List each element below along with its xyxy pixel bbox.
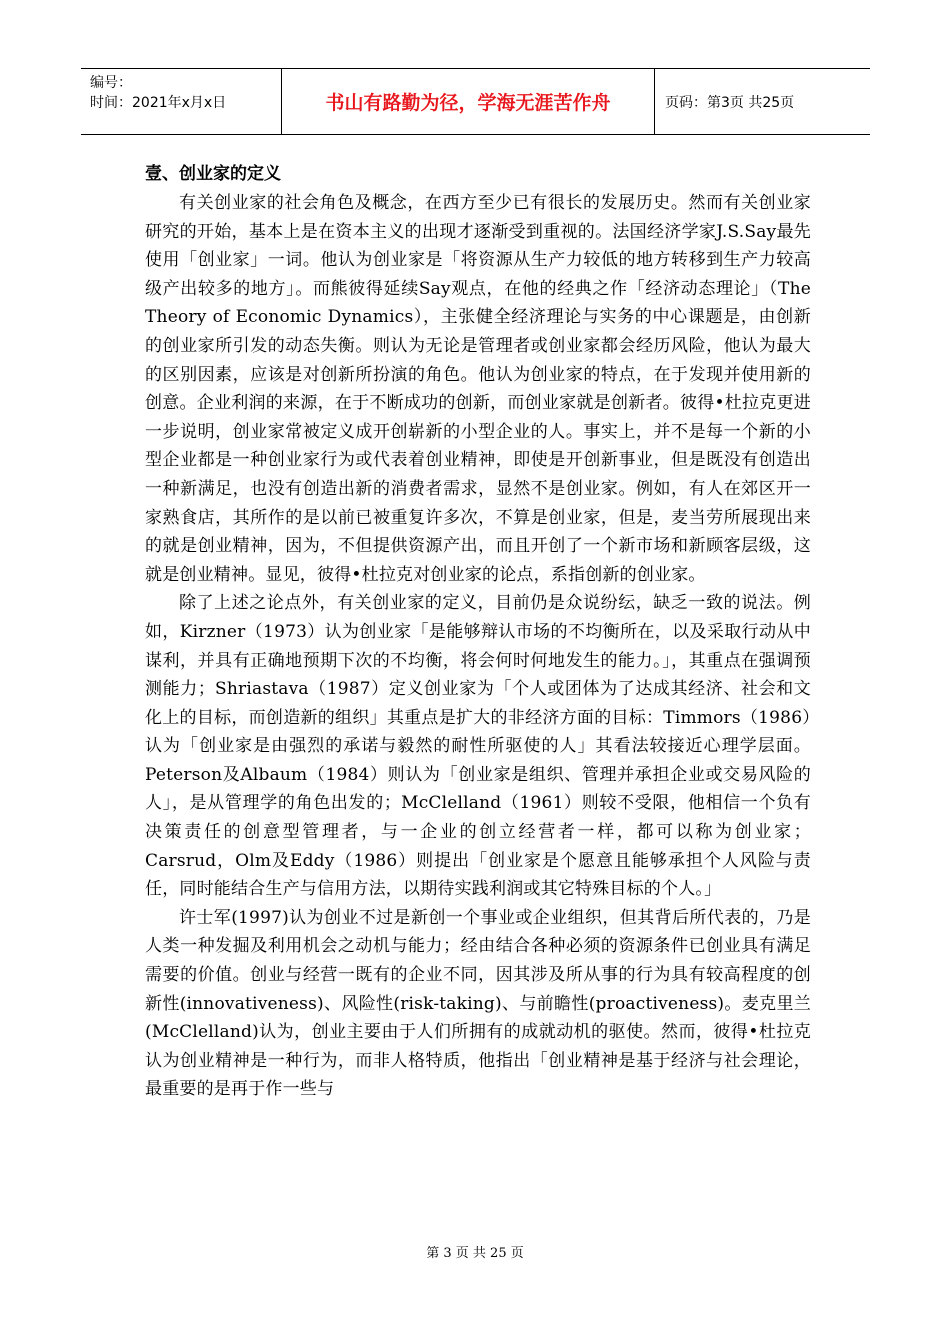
date-label: 时间：2021年x月x日 [90, 95, 227, 111]
header-page-info: 页码：第3页 共25页 [665, 94, 795, 111]
section-heading: 壹、创业家的定义 [145, 164, 281, 184]
number-label: 编号： [90, 75, 132, 91]
document-body [145, 160, 811, 1104]
paragraph-2: 除了上述之论点外，有关创业家的定义，目前仍是众说纷纭，缺乏一致的说法。例如，Kirzner（1973）认为创业家「是能够辩认市场的不均衡所在，以及采取行动从中谋利，并具有正确地预期下次的不均衡，将会何时何地发生的能力。」，其重点在强调预测能力；Shriastava（1987）定义创业家为「个人或团体为了达成其经济、社会和文化上的目标，而创造新的组织」其重点是扩大的非经济方面的目标：Timmors（1986）认为「创业家是由强烈的承诺与毅然的耐性所驱使的人」其看法较接近心理学层面。Peterson及Albaum（1984）则认为「创业家是组织、管理并承担企业或交易风险的人」，是从管理学的角色出发的；McClelland（1961）则较不受限，他相信一个负有决策责任的创意型管理者，与一企业的创立经营者一样，都可以称为创业家；Carsrud，Olm及Eddy（1986）则提出「创业家是个愿意且能够承担个人风险与责任，同时能结合生产与信用方法，以期待实践利润或其它特殊目标的个人。」 [145, 593, 811, 900]
paragraph-3: 许士军(1997)认为创业不过是新创一个事业或企业组织，但其背后所代表的，乃是人类一种发掘及利用机会之动机与能力；经由结合各种必须的资源条件已创业具有满足需要的价值。创业与经营一既有的企业不同，因其涉及所从事的行为具有较高程度的创新性(innovativeness)、风险性(risk-taking)、与前瞻性(proactiveness)。麦克里兰(McClelland)认为，创业主要由于人们所拥有的成就动机的驱使。然而，彼得•杜拉克认为创业精神是一种行为，而非人格特质，他指出「创业精神是基于经济与社会理论，最重要的是再于作一些与 [145, 907, 811, 1100]
header-motto: 书山有路勤为径，学海无涯苦作舟 [282, 69, 655, 134]
header-left-cell [81, 69, 282, 134]
paragraph-1: 有关创业家的社会角色及概念，在西方至少已有很长的发展历史。然而有关创业家研究的开始，基本上是在资本主义的出现才逐渐受到重视的。法国经济学家J.S.Say最先使用「创业家」一词。他认为创业家是「将资源从生产力较低的地方转移到生产力较高级产出较多的地方」。而熊彼得延续Say观点，在他的经典之作「经济动态理论」（The Theory of Economic Dynamics），主张健全经济理论与实务的中心课题是，由创新的创业家所引发的动态失衡。则认为无论是管理者或创业家都会经历风险，他认为最大的区别因素，应该是对创新所扮演的角色。他认为创业家的特点，在于发现并使用新的创意。企业利润的来源，在于不断成功的创新，而创业家就是创新者。彼得•杜拉克更进一步说明，创业家常被定义成开创崭新的小型企业的人。事实上，并不是每一个新的小型企业都是一种创业家行为或代表着创业精神，即使是开创新事业，但是既没有创造出一种新满足，也没有创造出新的消费者需求，显然不是创业家。例如，有人在郊区开一家熟食店，其所作的是以前已被重复许多次，不算是创业家，但是，麦当劳所展现出来的就是创业精神，因为，不但提供资源产出，而且开创了一个新市场和新顾客层级，这就是创业精神。显见，彼得•杜拉克对创业家的论点，系指创新的创业家。 [145, 193, 811, 585]
page-header [81, 68, 870, 135]
page-footer: 第 3 页 共 25 页 [426, 1246, 524, 1261]
